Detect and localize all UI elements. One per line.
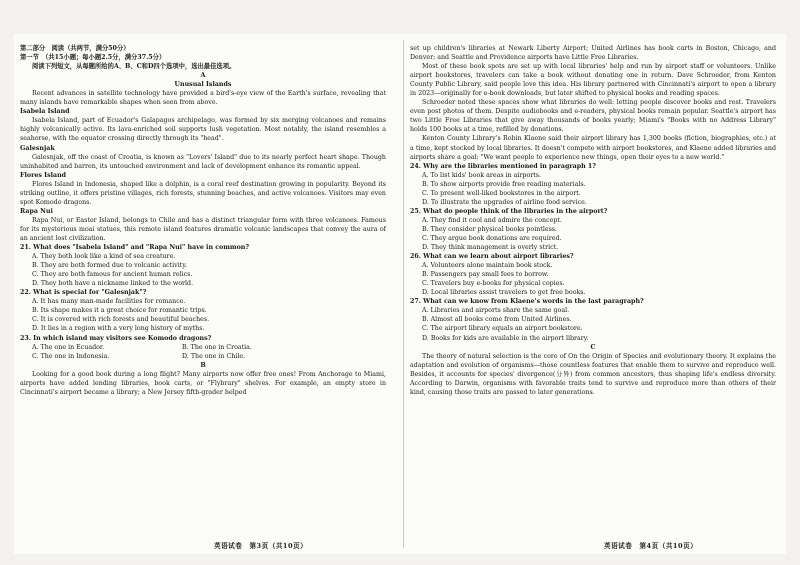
answer-option: D. They think management is overly strict. xyxy=(422,244,559,252)
answer-option: C. The one in Indonesia. xyxy=(32,352,110,360)
passage-paragraph: Isabela Island, part of Ecuador's Galapagos archipelago, was formed by six merging volcanoes and remains highly volcanically active. Its lava-enriched soil supports lush vegetation. Most notably, the island resembles a seahorse, with the equator crossing directly through its "head". xyxy=(20,117,386,143)
question-or-heading: C xyxy=(590,343,596,351)
answer-option: B. The one in Croatia. xyxy=(182,343,252,351)
answer-option: A. Volunteers alone maintain book stock. xyxy=(422,262,553,270)
answer-option: A. To list kids' book areas in airports. xyxy=(422,171,542,179)
passage-paragraph: Most of these book spots are set up with local libraries' help and run by airport staff or volunteers. Unlike airport bookstores, travelers can take a book without donating one in return. Dave Schroeder, from Kenton County Public Library, said people love this idea. His library partnered with Cincinnati's airport to open a library in 2023—originally for e-book downloads, but later shifted to physical books and reading spaces. xyxy=(410,63,776,98)
answer-option: D. They both have a nickname linked to the world. xyxy=(32,280,194,288)
answer-option: B. Its shape makes it a great choice for romantic trips. xyxy=(32,307,207,315)
answer-option: C. The airport library equals an airport bookstore. xyxy=(422,325,583,333)
passage-paragraph: set up children's libraries at Newark Liberty Airport; United Airlines has book carts in Boston, Chicago, and Denver; and Seattle and Providence airports have Little Free Libraries. xyxy=(410,45,776,62)
page-divider xyxy=(403,40,404,548)
answer-option: C. They are both famous for ancient human relics. xyxy=(32,271,193,279)
passage-paragraph: Galesnjak, off the coast of Croatia, is known as "Lovers' Island" due to its nearly perfect heart shape. Though uninhabited and barren, its untouched environment and lack of development enhance its romantic appeal. xyxy=(20,153,386,170)
question-or-heading: 22. What is special for "Galesnjak"? xyxy=(20,289,147,297)
page-4-footer: 英语试卷 第4页（共10页） xyxy=(604,542,698,550)
passage-paragraph: Schroeder noted these spaces show what libraries do well: letting people discover books and rest. Travelers even post photos of them. Despite audiobooks and e-readers, physical books remain popular. Seattle's airport has two Little Free Libraries that give away thousands of books yearly; Miami's "Books with no Address Library" holds 100 books at a time, refilled by donations. xyxy=(410,99,776,134)
answer-option: D. To illustrate the upgrades of airline food service. xyxy=(422,198,587,206)
answer-option: A. It has many man-made facilities for romance. xyxy=(32,298,186,306)
passage-paragraph: Recent advances in satellite technology have provided a bird's-eye view of the Earth's surface, revealing that many islands have remarkable shapes when seen from above. xyxy=(20,90,386,107)
passage-paragraph: Flores Island in Indonesia, shaped like a dolphin, is a coral reef destination growing in popularity. Beyond its striking outline, it offers pristine villages, rich forests, stunning beaches, and active volcanoes. Visitors may even spot Komodo dragons. xyxy=(20,180,386,206)
question-or-heading: Isabela Island xyxy=(20,108,70,116)
answer-options-row xyxy=(20,343,386,352)
answer-option: A. They find it cool and admire the concept. xyxy=(422,216,562,224)
question-or-heading: 21. What does "Isabela Island" and "Rapa Nui" have in common? xyxy=(20,244,250,252)
answer-options-row xyxy=(20,352,386,361)
answer-option: C. To present well-liked bookstores in the airport. xyxy=(422,189,581,197)
answer-option: B. They are both formed due to volcanic activity. xyxy=(32,262,187,270)
question-or-heading: 25. What do people think of the libraries in the airport? xyxy=(410,207,608,215)
answer-option: B. Almost all books come from United Airlines. xyxy=(422,316,572,324)
question-or-heading: 26. What can we learn about airport libraries? xyxy=(410,253,574,261)
exam-sheet xyxy=(14,34,786,554)
passage-paragraph: Rapa Nui, or Easter Island, belongs to Chile and has a distinct triangular form with three volcanoes. Famous for its mysterious moai statues, this remote island features dramatic volcanic landscapes that convey the aura of an ancient lost civilization. xyxy=(20,216,386,242)
question-or-heading: A xyxy=(200,72,206,80)
page-3-footer: 英语试卷 第3页（共10页） xyxy=(214,542,308,550)
answer-option: A. They both look like a kind of sea creature. xyxy=(32,253,176,261)
question-or-heading: 23. In which island may visitors see Komodo dragons? xyxy=(20,334,212,342)
question-or-heading: Galesnjak xyxy=(20,144,55,152)
answer-option: B. To show airports provide free reading materials. xyxy=(422,180,586,188)
question-or-heading: Unusual Islands xyxy=(174,81,232,89)
question-or-heading: 阅读下列短文，从每题所给的A、B、C和D四个选项中，选出最佳选项。 xyxy=(32,63,236,71)
question-or-heading: 27. What can we know from Klaene's words in the last paragraph? xyxy=(410,298,644,306)
question-or-heading: 24. Why are the libraries mentioned in paragraph 1? xyxy=(410,162,596,170)
answer-option: C. Travelers buy e-books for physical copies. xyxy=(422,280,565,288)
answer-option: C. It is covered with rich forests and beautiful beaches. xyxy=(32,316,210,324)
passage-paragraph: Kenton County Library's Robin Klaene said their airport library has 1,300 books (fiction, biographies, etc.) at a time, kept stocked by local libraries. It doesn't compete with airport bookstores, and Klaene added libraries and airports share a goal: "We want people to experience new things, open their eyes to a new world." xyxy=(410,135,776,161)
question-or-heading: Flores Island xyxy=(20,171,67,179)
answer-option: D. Local libraries assist travelers to get free books. xyxy=(422,289,586,297)
answer-option: D. The one in Chile. xyxy=(182,352,246,360)
passage-paragraph: Looking for a good book during a long flight? Many airports now offer free ones! From Anchorage to Miami, airports have added lending libraries, book carts, or "Flybrary" shelves. For example, an empty store in Cincinnati's airport became a library; a New Jersey fifth-grader helped xyxy=(20,370,386,396)
question-or-heading: B xyxy=(200,361,206,369)
answer-option: C. They argue book donations are required. xyxy=(422,234,562,242)
answer-option: B. They consider physical books pointless. xyxy=(422,225,558,233)
answer-option: A. The one in Ecuador. xyxy=(32,343,105,351)
answer-option: B. Passengers pay small fees to borrow. xyxy=(422,271,549,279)
answer-option: D. Books for kids are available in the airport library. xyxy=(422,334,589,342)
question-or-heading: 第二部分 阅读（共两节，满分50分） xyxy=(20,45,130,52)
passage-paragraph: The theory of natural selection is the core of On the Origin of Species and evolutionary theory. It explains the adaptation and evolution of organisms—those countless features that enable them to survive and reproduce well. Besides, it accounts for species' divergence(分异) from common ancestors, thus shaping life's endless diversity. According to Darwin, organisms with favorable traits tend to survive and reproduce more than others of their kind, causing those traits are passed to later generations. xyxy=(410,352,776,396)
question-or-heading: Rapa Nui xyxy=(20,207,53,215)
page-3-column xyxy=(20,44,386,397)
page-4-column xyxy=(410,44,776,397)
question-or-heading: 第一节 （共15小题；每小题2.5分，满分37.5分） xyxy=(20,54,166,62)
answer-option: A. Libraries and airports share the same goal. xyxy=(422,307,570,315)
answer-option: D. It lies in a region with a very long history of myths. xyxy=(32,325,205,333)
